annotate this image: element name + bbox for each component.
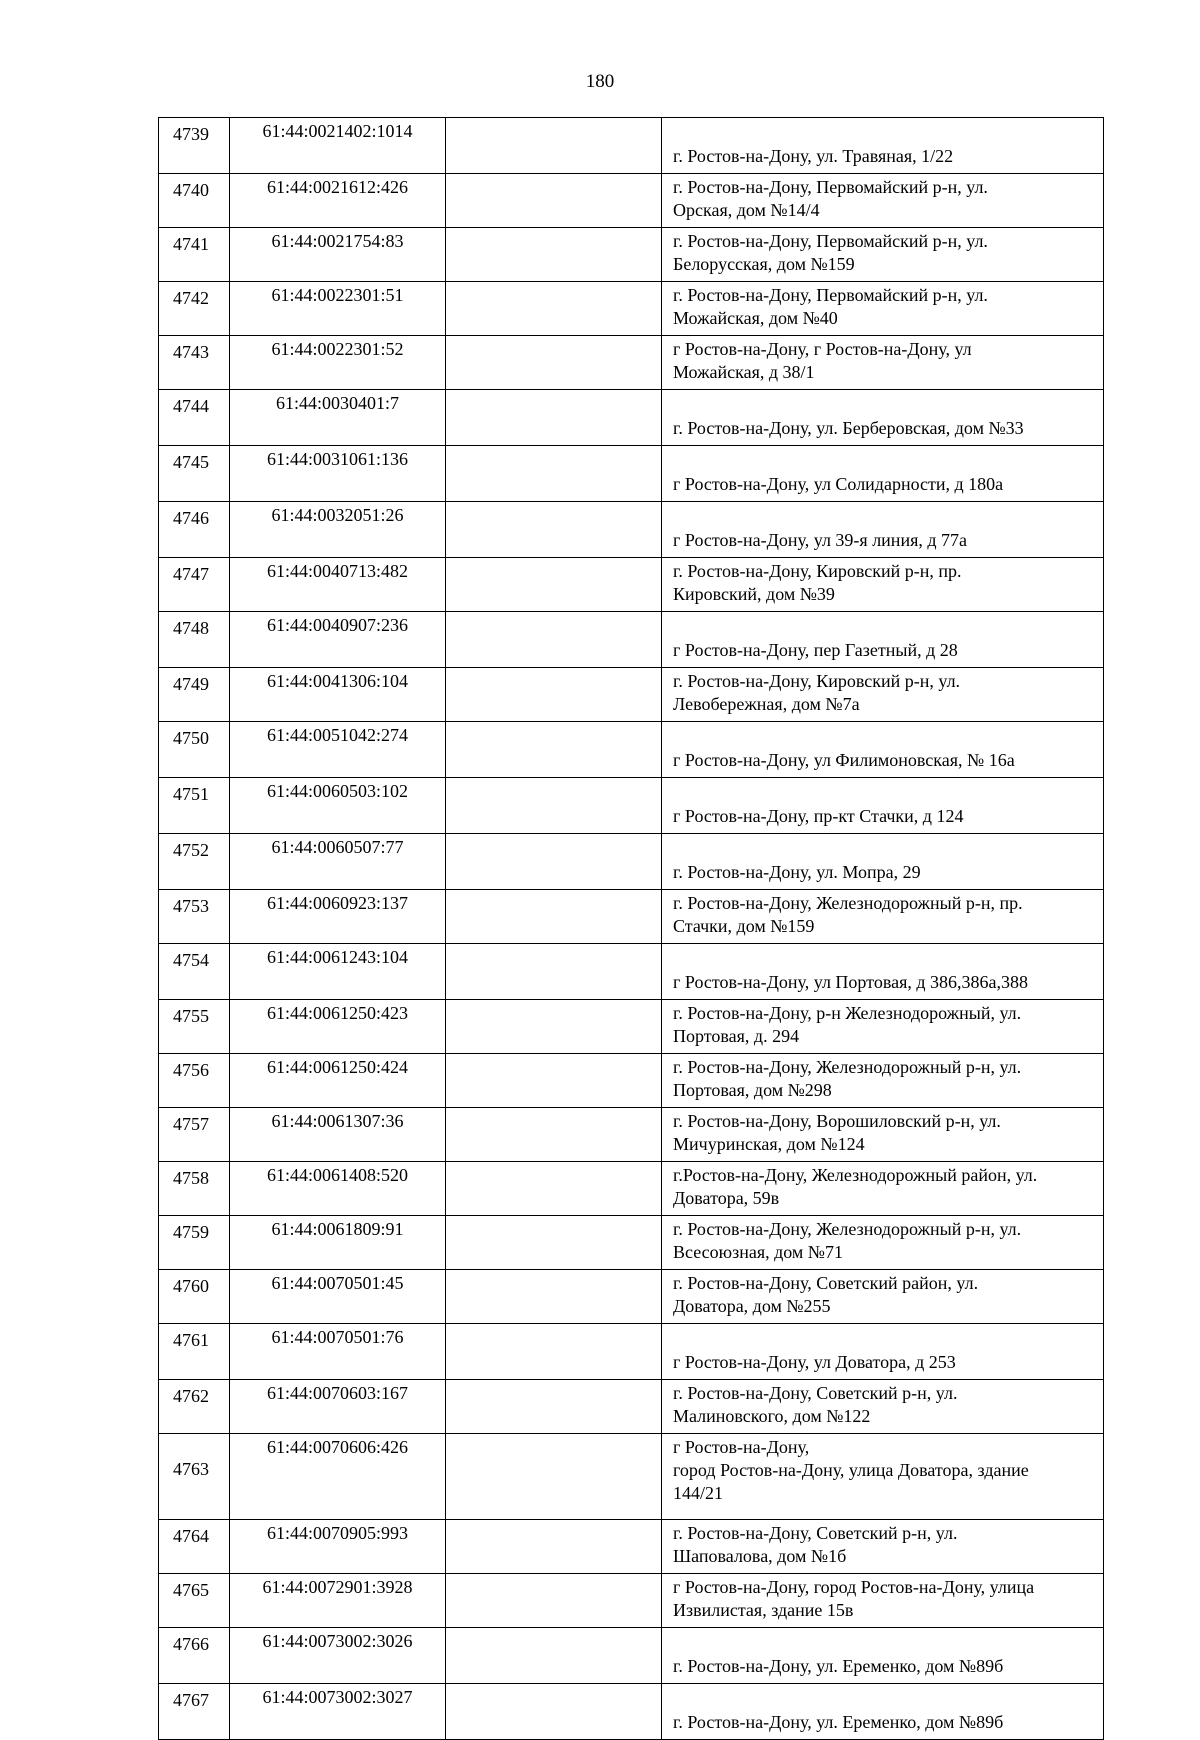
address-line: г. Ростов-на-Дону, Кировский р-н, ул.	[673, 671, 961, 691]
address-cell	[662, 1324, 1104, 1380]
cadastral-number: 61:44:0070501:45	[230, 1270, 446, 1324]
empty-cell	[446, 944, 662, 1000]
row-number: 4745	[159, 446, 230, 502]
address-line: г. Ростов-на-Дону, Советский район, ул.	[673, 1273, 979, 1293]
address-line: Можайская, дом №40	[673, 308, 838, 328]
table-row	[159, 228, 1104, 282]
row-number: 4763	[159, 1434, 230, 1520]
address-cell	[662, 668, 1104, 722]
empty-cell	[446, 890, 662, 944]
address-line: Стачки, дом №159	[673, 916, 815, 936]
address-line: г. Ростов-на-Дону, Ворошиловский р-н, ул.	[673, 1111, 1001, 1131]
address-cell	[662, 1628, 1104, 1684]
address-line: г. Ростов-на-Дону, Советский р-н, ул.	[673, 1383, 958, 1403]
empty-cell	[446, 1628, 662, 1684]
address-line: г. Ростов-на-Дону, Железнодорожный р-н, ул.	[673, 1219, 1022, 1239]
address-cell	[662, 282, 1104, 336]
cadastral-number: 61:44:0060923:137	[230, 890, 446, 944]
cadastral-number: 61:44:0021612:426	[230, 174, 446, 228]
address-cell	[662, 336, 1104, 390]
cadastral-number: 61:44:0070501:76	[230, 1324, 446, 1380]
address-line: 144/21	[673, 1483, 724, 1503]
table-row	[159, 1574, 1104, 1628]
row-number: 4749	[159, 668, 230, 722]
address-line: г. Ростов-на-Дону, ул. Травяная, 1/22	[673, 146, 954, 166]
address-cell	[662, 944, 1104, 1000]
table-row	[159, 1108, 1104, 1162]
row-number: 4755	[159, 1000, 230, 1054]
address-cell	[662, 446, 1104, 502]
row-number: 4753	[159, 890, 230, 944]
address-line: г. Ростов-на-Дону, Первомайский р-н, ул.	[673, 285, 988, 305]
empty-cell	[446, 558, 662, 612]
row-number: 4764	[159, 1520, 230, 1574]
row-number: 4740	[159, 174, 230, 228]
row-number: 4739	[159, 118, 230, 174]
cadastral-number: 61:44:0073002:3027	[230, 1684, 446, 1740]
empty-cell	[446, 668, 662, 722]
address-line: г Ростов-на-Дону, пр-кт Стачки, д 124	[673, 806, 964, 826]
empty-cell	[446, 1000, 662, 1054]
cadastral-number: 61:44:0070905:993	[230, 1520, 446, 1574]
empty-cell	[446, 336, 662, 390]
address-cell	[662, 1684, 1104, 1740]
empty-cell	[446, 1216, 662, 1270]
row-number: 4754	[159, 944, 230, 1000]
table-row	[159, 778, 1104, 834]
address-line: г. Ростов-на-Дону, Железнодорожный р-н, ул.	[673, 1057, 1022, 1077]
cadastral-number: 61:44:0070603:167	[230, 1380, 446, 1434]
address-line: г. Ростов-на-Дону, ул. Берберовская, дом №33	[673, 418, 1024, 438]
row-number: 4759	[159, 1216, 230, 1270]
cadastral-number: 61:44:0061250:424	[230, 1054, 446, 1108]
address-line: г Ростов-на-Дону, ул Доватора, д 253	[673, 1352, 956, 1372]
address-cell	[662, 1574, 1104, 1628]
table-row	[159, 1628, 1104, 1684]
table-row	[159, 390, 1104, 446]
table-row	[159, 174, 1104, 228]
cadastral-number: 61:44:0022301:52	[230, 336, 446, 390]
table-row	[159, 722, 1104, 778]
table-row	[159, 612, 1104, 668]
row-number: 4765	[159, 1574, 230, 1628]
address-line: Портовая, дом №298	[673, 1080, 832, 1100]
address-line: г. Ростов-на-Дону, Кировский р-н, пр.	[673, 561, 962, 581]
address-line: г. Ростов-на-Дону, р-н Железнодорожный, ул.	[673, 1003, 1022, 1023]
address-line: Орская, дом №14/4	[673, 200, 820, 220]
row-number: 4746	[159, 502, 230, 558]
address-cell	[662, 612, 1104, 668]
address-cell	[662, 1054, 1104, 1108]
address-line: г.Ростов-на-Дону, Железнодорожный район, ул.	[673, 1165, 1038, 1185]
table-row	[159, 1434, 1104, 1520]
row-number: 4750	[159, 722, 230, 778]
address-cell	[662, 890, 1104, 944]
address-line: г Ростов-на-Дону, ул 39-я линия, д 77а	[673, 530, 968, 550]
empty-cell	[446, 1108, 662, 1162]
empty-cell	[446, 722, 662, 778]
address-cell	[662, 228, 1104, 282]
address-cell	[662, 1434, 1104, 1520]
row-number: 4744	[159, 390, 230, 446]
address-line: г. Ростов-на-Дону, ул. Мопра, 29	[673, 862, 921, 882]
row-number: 4758	[159, 1162, 230, 1216]
address-line: Мичуринская, дом №124	[673, 1134, 865, 1154]
address-line: г Ростов-на-Дону, город Ростов-на-Дону, улица	[673, 1577, 1035, 1597]
address-line: г. Ростов-на-Дону, Первомайский р-н, ул.	[673, 177, 988, 197]
address-line: г Ростов-на-Дону, ул Солидарности, д 180а	[673, 474, 1004, 494]
cadastral-number: 61:44:0072901:3928	[230, 1574, 446, 1628]
address-cell	[662, 1520, 1104, 1574]
address-cell	[662, 1380, 1104, 1434]
address-line: г. Ростов-на-Дону, Первомайский р-н, ул.	[673, 231, 988, 251]
cadastral-number: 61:44:0061243:104	[230, 944, 446, 1000]
address-line: г. Ростов-на-Дону, Железнодорожный р-н, пр.	[673, 893, 1023, 913]
row-number: 4756	[159, 1054, 230, 1108]
address-line: Кировский, дом №39	[673, 584, 835, 604]
address-line: Шаповалова, дом №1б	[673, 1546, 847, 1566]
address-line: город Ростов-на-Дону, улица Доватора, здание	[673, 1460, 1029, 1480]
empty-cell	[446, 1270, 662, 1324]
row-number: 4752	[159, 834, 230, 890]
address-cell	[662, 1108, 1104, 1162]
row-number: 4742	[159, 282, 230, 336]
address-line: г Ростов-на-Дону,	[673, 1437, 810, 1457]
cadastral-number: 61:44:0060503:102	[230, 778, 446, 834]
page-number: 180	[585, 71, 615, 92]
address-cell	[662, 1000, 1104, 1054]
address-cell	[662, 1216, 1104, 1270]
address-line: г Ростов-на-Дону, г Ростов-на-Дону, ул	[673, 339, 972, 359]
address-cell	[662, 558, 1104, 612]
empty-cell	[446, 612, 662, 668]
empty-cell	[446, 1684, 662, 1740]
address-line: Доватора, 59в	[673, 1188, 780, 1208]
table-row	[159, 336, 1104, 390]
table-row	[159, 502, 1104, 558]
table-row	[159, 446, 1104, 502]
table-row	[159, 282, 1104, 336]
empty-cell	[446, 1380, 662, 1434]
address-line: Доватора, дом №255	[673, 1296, 831, 1316]
table-row	[159, 668, 1104, 722]
row-number: 4743	[159, 336, 230, 390]
address-cell	[662, 834, 1104, 890]
table-row	[159, 834, 1104, 890]
empty-cell	[446, 1520, 662, 1574]
cadastral-number: 61:44:0041306:104	[230, 668, 446, 722]
table-row	[159, 1520, 1104, 1574]
table-row	[159, 118, 1104, 174]
table-row	[159, 1054, 1104, 1108]
empty-cell	[446, 834, 662, 890]
address-line: Белорусская, дом №159	[673, 254, 855, 274]
empty-cell	[446, 1162, 662, 1216]
empty-cell	[446, 778, 662, 834]
address-line: г. Ростов-на-Дону, Советский р-н, ул.	[673, 1523, 958, 1543]
cadastral-number: 61:44:0031061:136	[230, 446, 446, 502]
address-line: Извилистая, здание 15в	[673, 1600, 854, 1620]
row-number: 4747	[159, 558, 230, 612]
address-line: г Ростов-на-Дону, ул Портовая, д 386,386а,388	[673, 972, 1028, 992]
empty-cell	[446, 282, 662, 336]
address-line: г Ростов-на-Дону, ул Филимоновская, № 16а	[673, 750, 1015, 770]
address-cell	[662, 722, 1104, 778]
row-number: 4741	[159, 228, 230, 282]
cadastral-number: 61:44:0040713:482	[230, 558, 446, 612]
row-number: 4760	[159, 1270, 230, 1324]
table-row	[159, 1216, 1104, 1270]
empty-cell	[446, 502, 662, 558]
cadastral-number: 61:44:0022301:51	[230, 282, 446, 336]
cadastral-number: 61:44:0061408:520	[230, 1162, 446, 1216]
table-row	[159, 944, 1104, 1000]
table-row	[159, 1684, 1104, 1740]
cadastral-number: 61:44:0073002:3026	[230, 1628, 446, 1684]
empty-cell	[446, 118, 662, 174]
address-line: Малиновского, дом №122	[673, 1406, 871, 1426]
cadastral-number: 61:44:0032051:26	[230, 502, 446, 558]
address-cell	[662, 502, 1104, 558]
address-line: Всесоюзная, дом №71	[673, 1242, 843, 1262]
address-cell	[662, 778, 1104, 834]
cadastral-number: 61:44:0021402:1014	[230, 118, 446, 174]
row-number: 4761	[159, 1324, 230, 1380]
table-row	[159, 1162, 1104, 1216]
cadastral-number: 61:44:0051042:274	[230, 722, 446, 778]
empty-cell	[446, 174, 662, 228]
cadastral-number: 61:44:0061307:36	[230, 1108, 446, 1162]
row-number: 4767	[159, 1684, 230, 1740]
empty-cell	[446, 446, 662, 502]
row-number: 4751	[159, 778, 230, 834]
table-row	[159, 558, 1104, 612]
table-row	[159, 1324, 1104, 1380]
row-number: 4766	[159, 1628, 230, 1684]
table-row	[159, 1270, 1104, 1324]
address-cell	[662, 1270, 1104, 1324]
cadastral-number: 61:44:0030401:7	[230, 390, 446, 446]
registry-table-body	[159, 118, 1104, 1740]
row-number: 4757	[159, 1108, 230, 1162]
address-cell	[662, 118, 1104, 174]
cadastral-number: 61:44:0061250:423	[230, 1000, 446, 1054]
cadastral-number: 61:44:0040907:236	[230, 612, 446, 668]
cadastral-number: 61:44:0021754:83	[230, 228, 446, 282]
address-line: Левобережная, дом №7а	[673, 694, 860, 714]
empty-cell	[446, 1324, 662, 1380]
row-number: 4748	[159, 612, 230, 668]
cadastral-number: 61:44:0060507:77	[230, 834, 446, 890]
table-row	[159, 890, 1104, 944]
empty-cell	[446, 1434, 662, 1520]
address-line: Портовая, д. 294	[673, 1026, 800, 1046]
address-line: г. Ростов-на-Дону, ул. Еременко, дом №89б	[673, 1712, 1004, 1732]
address-cell	[662, 390, 1104, 446]
empty-cell	[446, 228, 662, 282]
table-row	[159, 1380, 1104, 1434]
empty-cell	[446, 1054, 662, 1108]
address-cell	[662, 174, 1104, 228]
address-line: Можайская, д 38/1	[673, 362, 815, 382]
cadastral-number: 61:44:0061809:91	[230, 1216, 446, 1270]
empty-cell	[446, 1574, 662, 1628]
address-cell	[662, 1162, 1104, 1216]
row-number: 4762	[159, 1380, 230, 1434]
empty-cell	[446, 390, 662, 446]
cadastral-number: 61:44:0070606:426	[230, 1434, 446, 1520]
address-line: г Ростов-на-Дону, пер Газетный, д 28	[673, 640, 958, 660]
registry-table	[158, 117, 1104, 1740]
address-line: г. Ростов-на-Дону, ул. Еременко, дом №89б	[673, 1656, 1004, 1676]
table-row	[159, 1000, 1104, 1054]
